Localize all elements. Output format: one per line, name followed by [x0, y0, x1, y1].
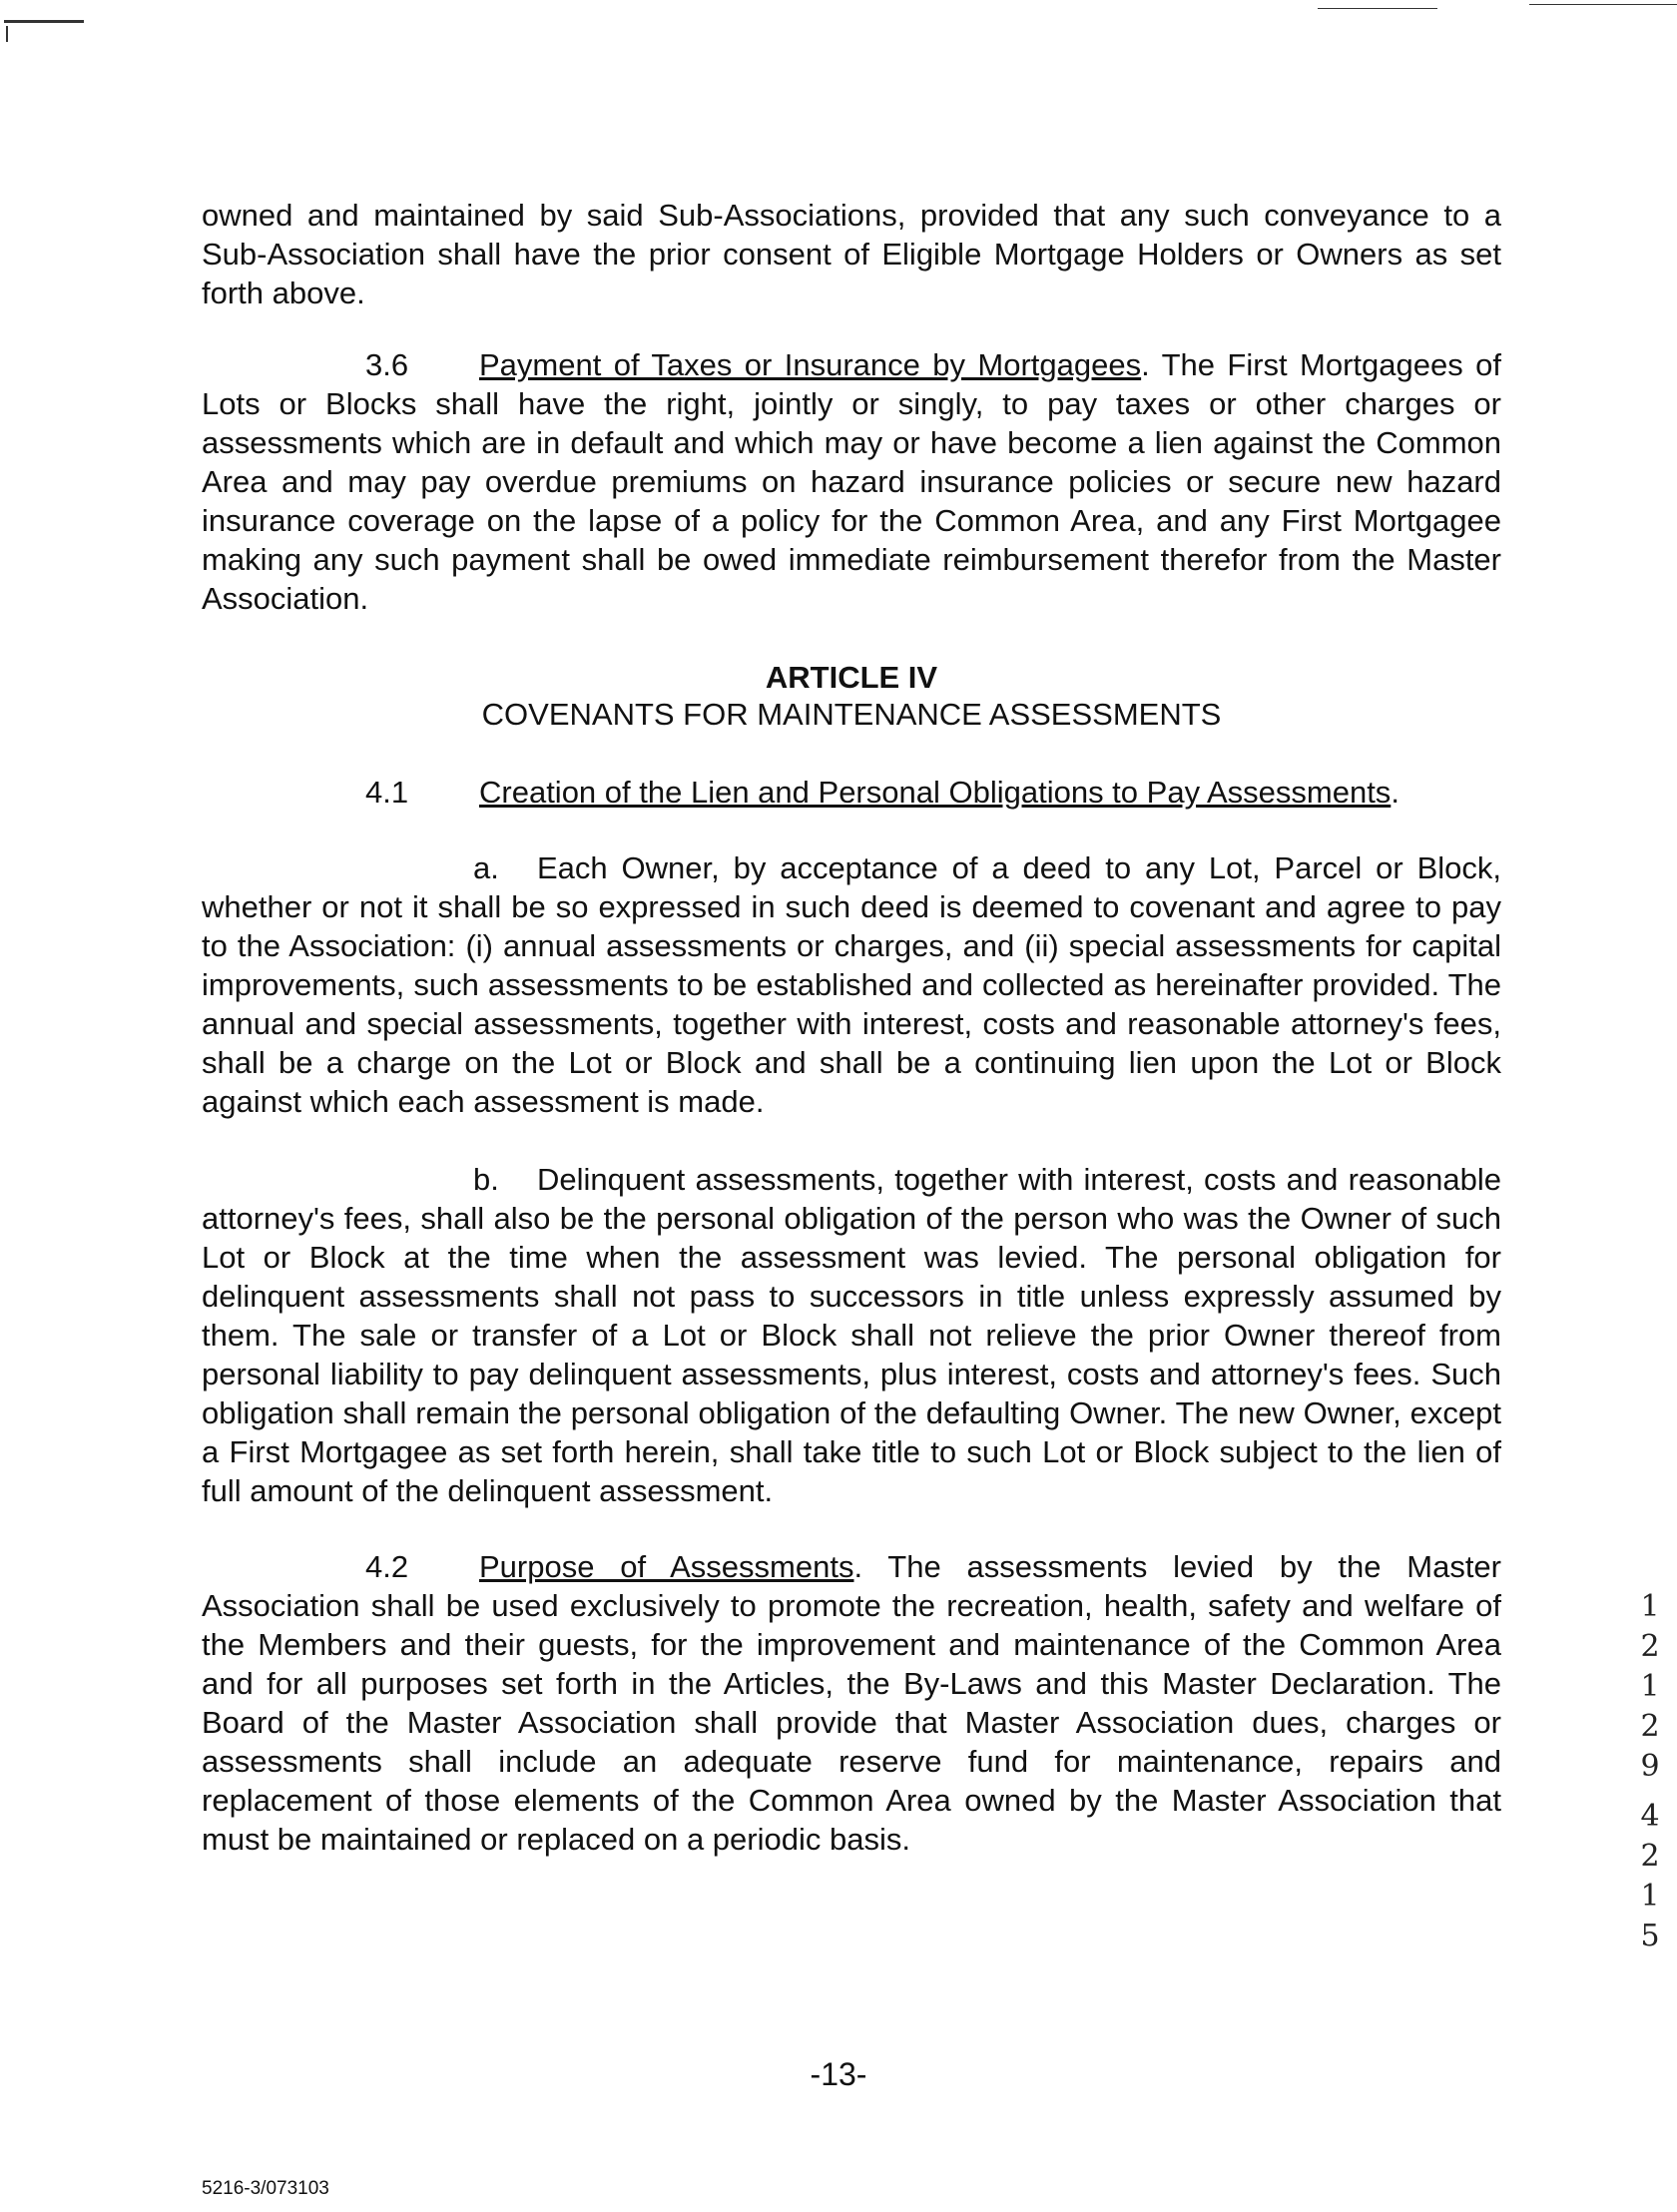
stamp-digit: 9	[1640, 1749, 1660, 1784]
scan-mark-top-right-2	[1529, 4, 1677, 5]
stamp-digit: 4	[1640, 1799, 1660, 1834]
scan-mark-left	[6, 26, 8, 42]
document-code: 5216-3/073103	[202, 2178, 329, 2199]
stamp-digit: 1	[1640, 1589, 1660, 1624]
continuation-text: owned and maintained by said Sub-Associations, provided that any such conveyance to a Sub-Association shall have the prior consent of Eligible Mortgage Holders or Owners as set forth above.	[202, 198, 1501, 310]
section-heading: Payment of Taxes or Insurance by Mortgagees	[479, 347, 1142, 382]
stamp-digit: 2	[1640, 1629, 1660, 1664]
page-number: -13-	[810, 2056, 867, 2092]
section-heading: Creation of the Lien and Personal Obligations to Pay Assessments	[479, 775, 1392, 810]
stamp-digit: 1	[1640, 1879, 1660, 1914]
section-body: . The assessments levied by the Master Association shall be used exclusively to promote the recreation, health, safety and welfare of the Members and their guests, for the improvement and maintenance of the Common Area and for all purposes set forth in the Articles, the By-Laws and this Master Declaration. The Board of the Master Association shall provide that Master Association dues, charges or assessments shall include an adequate reserve fund for maintenance, repairs and replacement of those elements of the Common Area owned by the Master Association that must be maintained or replaced on a periodic basis.	[202, 1549, 1501, 1857]
article-subtitle: COVENANTS FOR MAINTENANCE ASSESSMENTS	[481, 697, 1222, 732]
continuation-paragraph	[202, 196, 1501, 312]
section-number: 4.1	[365, 775, 409, 810]
section-3-6	[202, 345, 1501, 618]
section-4-1-b	[202, 1160, 1501, 1510]
section-number: 3.6	[365, 347, 409, 382]
section-number: 4.2	[365, 1549, 409, 1584]
section-heading: Purpose of Assessments	[479, 1549, 854, 1584]
stamp-digit: 1	[1640, 1669, 1660, 1704]
recording-stamp-part-1	[1635, 1587, 1665, 1787]
section-4-2	[202, 1547, 1501, 1859]
subsection-body: Delinquent assessments, together with interest, costs and reasonable attorney's fees, shall also be the personal obligation of the person who was the Owner of such Lot or Block at the time when the assessment was levied. The personal obligation for delinquent assessments shall not pass to successors in title unless expressly assumed by them. The sale or transfer of a Lot or Block shall not relieve the prior Owner thereof from personal liability to pay delinquent assessments, plus interest, costs and attorney's fees. Such obligation shall remain the personal obligation of the defaulting Owner. The new Owner, except a First Mortgagee as set forth herein, shall take title to such Lot or Block subject to the lien of full amount of the delinquent assessment.	[202, 1162, 1501, 1508]
subsection-body: Each Owner, by acceptance of a deed to any Lot, Parcel or Block, whether or not it shall be so expressed in such deed is deemed to covenant and agree to pay to the Association: (i) annual assessments or charges, and (ii) special assessments for capital improvements, such assessments to be established and collected as hereinafter provided. The annual and special assessments, together with interest, costs and reasonable attorney's fees, shall be a charge on the Lot or Block and shall be a continuing lien upon the Lot or Block against which each assessment is made.	[202, 850, 1501, 1119]
subsection-label: b.	[473, 1162, 499, 1197]
stamp-digit: 5	[1640, 1919, 1660, 1953]
recording-stamp-part-2	[1635, 1797, 1665, 1956]
stamp-digit: 2	[1640, 1839, 1660, 1874]
subsection-label: a.	[473, 850, 499, 885]
stamp-digit: 2	[1640, 1709, 1660, 1744]
article-title: ARTICLE IV	[765, 660, 938, 695]
section-4-1-heading	[202, 774, 1501, 812]
section-heading-end: .	[1391, 775, 1399, 810]
scan-mark-top-right	[1318, 8, 1437, 9]
scan-mark-top-left	[4, 20, 84, 23]
section-4-1-a	[202, 848, 1501, 1121]
section-body: . The First Mortgagees of Lots or Blocks shall have the right, jointly or singly, to pay taxes or other charges or assessments which are in default and which may or have become a lien against the Common Area and may pay overdue premiums on hazard insurance policies or secure new hazard insurance coverage on the lapse of a policy for the Common Area, and any First Mortgagee making any such payment shall be owed immediate reimbursement therefor from the Master Association.	[202, 347, 1501, 616]
